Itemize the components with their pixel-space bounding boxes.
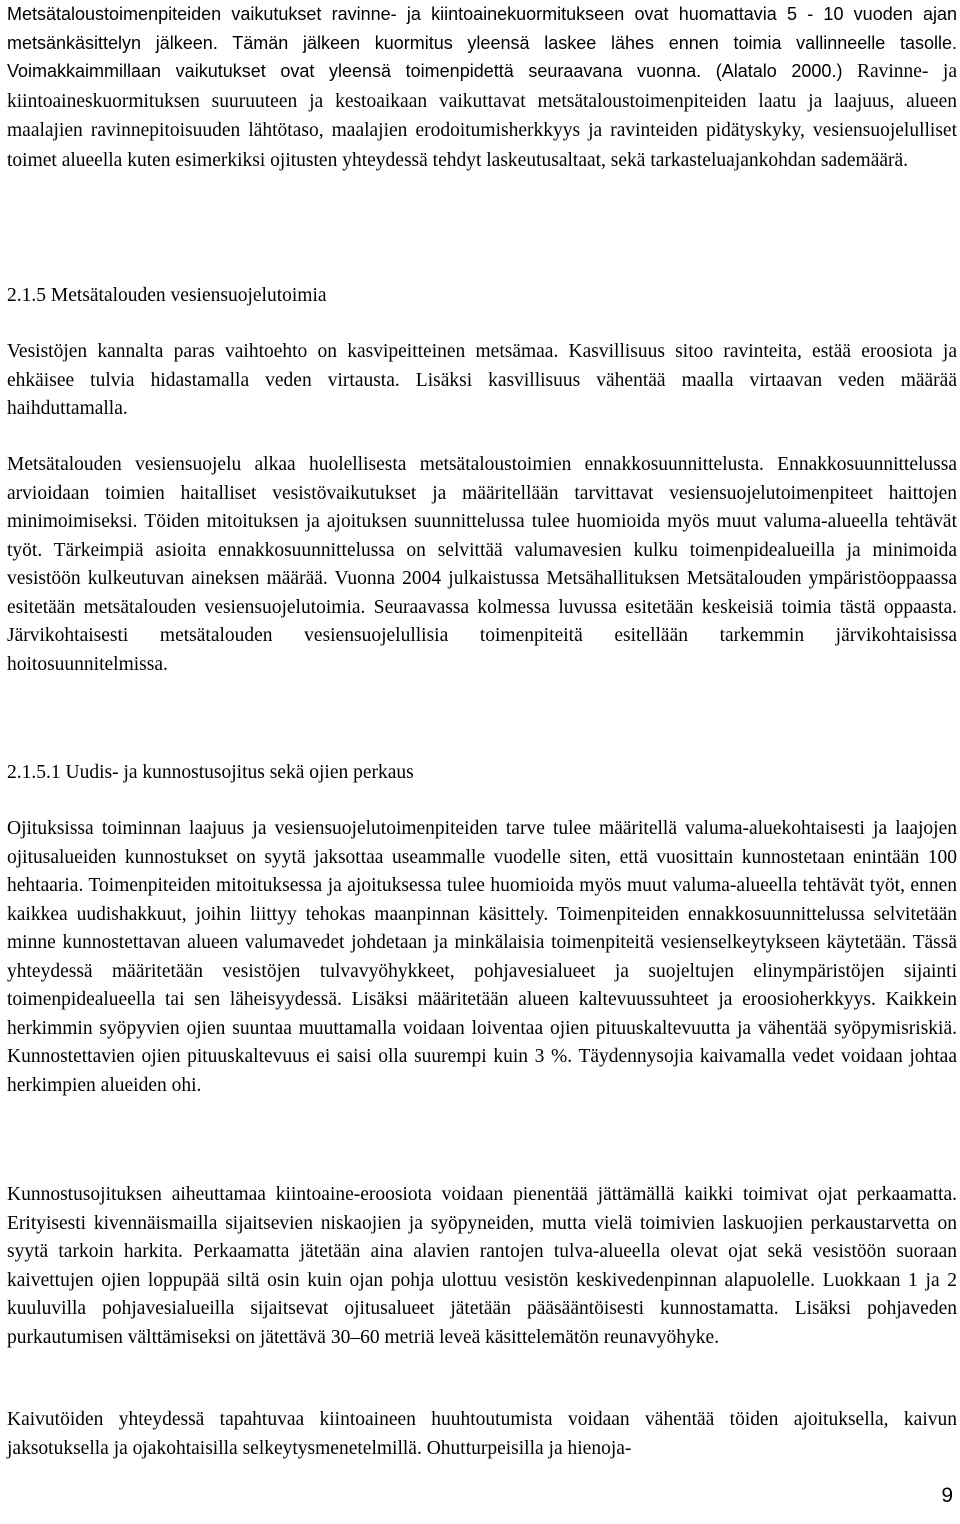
section-paragraph-1: Vesistöjen kannalta paras vaihtoehto on kasvipeitteinen metsämaa. Kasvillisuus sitoo ravinteita, estää eroosiota ja ehkäisee tulvia hidastamalla veden virtausta. Lisäksi kasvillisuus vähentää maalla virtaavan veden määrää haihduttamalla. [7, 341, 957, 419]
section-paragraph-2: Metsätalouden vesiensuojelu alkaa huolellisesta metsätaloustoimien ennakkosuunnittelusta. Ennakkosuunnittelussa arvioidaan toimien haitalliset vesistövaikutukset ja määritellään tarvittavat vesiensuojelutoimenpiteet haittojen minimoimiseksi. Töiden mitoituksen ja ajoituksen suunnittelussa tulee huomioida myös muut valuma-alueella tehtävät työt. Tärkeimpiä asioita ennakkosuunnittelussa on selvittää valumavesien kulku toimenpidealueilla ja minimoida vesistöön kulkeutuvan aineksen määrää. Vuonna 2004 julkaistussa Metsähallituksen Metsätalouden ympäristöoppaassa esitetään metsätalouden vesiensuojelutoimia. Seuraavassa kolmessa luvussa esitetään keskeisiä toimia tästä oppaasta. Järvikohtaisesti metsätalouden vesiensuojelullisia toimenpiteitä esitellään tarkemmin järvikohtaisissa hoitosuunnitelmissa. [7, 454, 957, 675]
section-heading: 2.1.5 Metsätalouden vesiensuojelutoimia [7, 285, 327, 306]
intro-paragraph [7, 0, 957, 175]
subsection-paragraph-1: Ojituksissa toiminnan laajuus ja vesiensuojelutoimenpiteiden tarve tulee määritellä valuma-aluekohtaisesti ja laajojen ojitusalueiden kunnostukset on syytä jaksottaa useammalle vuodelle siten, että vuosittain kunnostetaan enintään 100 hehtaaria. Toimenpiteiden mitoituksessa ja ajoituksessa tulee huomioida myös muut valuma-alueella tehtävät työt, ennen kaikkea uudishakkuut, joihin liittyy tehokas maanpinnan käsittely. Toimenpiteiden ennakkosuunnittelussa selvitetään minne kunnostettavan alueen valumavedet johdetaan ja minkälaisia toimenpiteitä vesienselkeytykseen käytetään. Tässä yhteydessä määritetään vesistöjen tulvavyöhykkeet, pohjavesialueet ja suojeltujen elinympäristöjen sijainti toimenpidealueella tai sen läheisyydessä. Lisäksi määritetään alueen kaltevuussuhteet ja eroosioherkkyys. Kaikkein herkimmin syöpyvien ojien suuntaa muuttamalla voidaan loiventaa ojien pituuskaltevuutta ja vähentää syöpymisriskiä. Kunnostettavien ojien pituuskaltevuus ei saisi olla suurempi kuin 3 %. Täydennysojia kaivamalla vedet voidaan johtaa herkimpien alueiden ohi. [7, 818, 957, 1096]
subsection-heading: 2.1.5.1 Uudis- ja kunnostusojitus sekä ojien perkaus [7, 762, 414, 783]
subsection-paragraph-2: Kunnostusojituksen aiheuttamaa kiintoaine-eroosiota voidaan pienentää jättämällä kaikki toimivat ojat perkaamatta. Erityisesti kivennäismailla sijaitsevien niskaojien ja syöpyneiden, mutta vielä toimivien laskuojien perkaustarvetta on syytä tarkoin harkita. Perkaamatta jätetään aina alavien rantojen tulva-alueella olevat ojat sekä vesistöön suoraan kaivettujen ojien loppupää siltä osin kuin ojan pohja ulottuu vesistön keskivedenpinnan alapuolelle. Luokkaan 1 ja 2 kuuluvilla pohjavesialueilla sijaitsevat ojitusalueet jätetään pääsääntöisesti kunnostamatta. Lisäksi pohjaveden purkautumisen välttämiseksi on jätettävä 30–60 metriä leveä käsittelemätön reunavyöhyke. [7, 1184, 957, 1348]
intro-paragraph-lead: Metsätaloustoimenpiteiden vaikutukset ravinne- ja kiintoainekuormitukseen ovat huomattavia 5 - 10 vuoden ajan metsänkäsittelyn jälkeen. Tämän jälkeen kuormitus yleensä laskee lähes ennen toimia vallinneelle tasolle. Voimakkaimmillaan vaikutukset ovat yleensä toimenpidettä seuraavana vuonna. (Alatalo 2000.) [7, 4, 957, 81]
intro-paragraph-tail: Ravinne- ja kiintoaineskuormituksen suuruuteen ja kestoaikaan vaikuttavat metsätaloustoimenpiteiden laatu ja laajuus, alueen maalajien ravinnepitoisuuden lähtötaso, maalajien erodoitumisherkkyys ja ravinteiden pidätyskyky, vesiensuojelulliset toimet alueella kuten esimerkiksi ojitusten yhteydessä tehdyt laskeutusaltaat, sekä tarkasteluajankohdan sademäärä. [7, 61, 957, 171]
subsection-paragraph-3: Kaivutöiden yhteydessä tapahtuvaa kiintoaineen huuhtoutumista voidaan vähentää töiden ajoituksella, kaivun jaksotuksella ja ojakohtaisilla selkeytysmenetelmillä. Ohutturpeisilla ja hienoja- [7, 1409, 957, 1459]
page-number: 9 [941, 1484, 953, 1507]
